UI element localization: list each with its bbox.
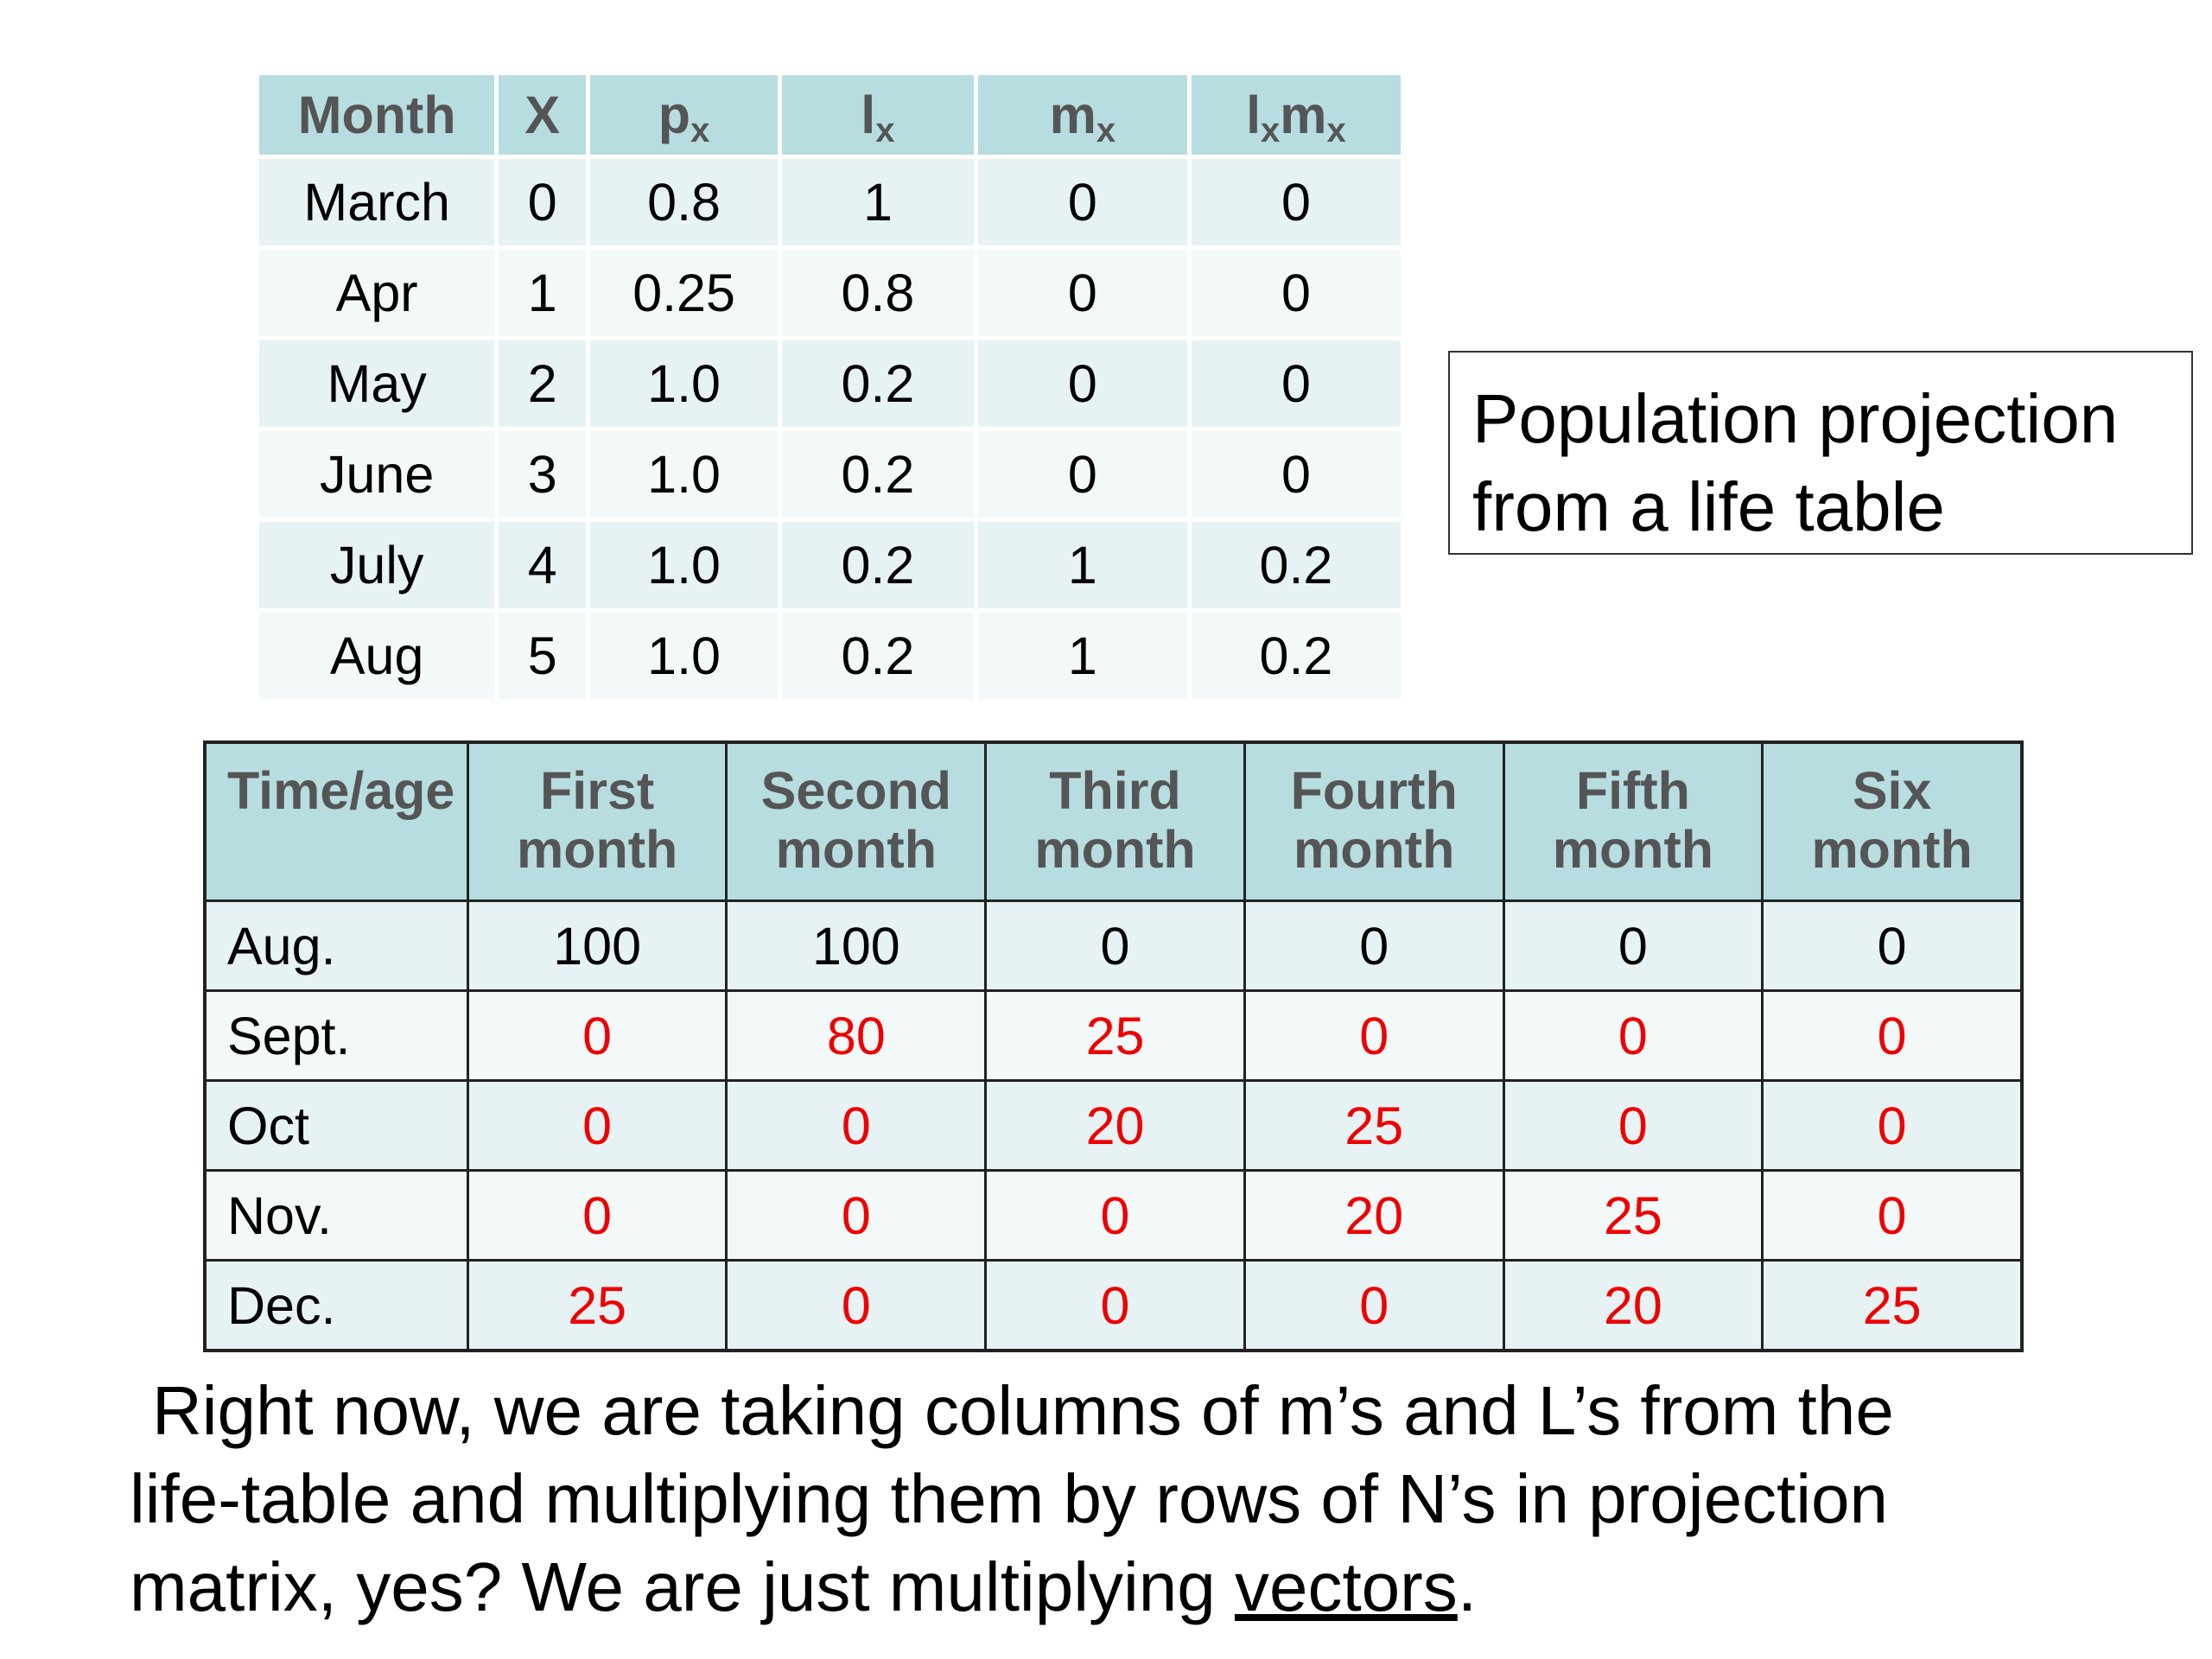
projection-row — [205, 1171, 2022, 1261]
life-table-row — [259, 522, 1401, 608]
cell-lx: 0.2 — [782, 431, 974, 518]
value-cell: 0 — [1503, 1081, 1763, 1171]
cell-px: 1.0 — [590, 431, 778, 518]
value-cell: 25 — [1763, 1261, 2022, 1351]
cell-lxmx: 0 — [1192, 159, 1401, 245]
value-cell: 20 — [986, 1081, 1245, 1171]
cell-lx: 0.2 — [782, 613, 974, 699]
value-cell: 0 — [727, 1081, 986, 1171]
row-label: Dec. — [205, 1261, 467, 1351]
cell-lxmx: 0.2 — [1192, 613, 1401, 699]
header-third-month: Third month — [986, 742, 1245, 901]
cell-mx: 1 — [978, 613, 1187, 699]
life-table-row — [259, 159, 1401, 245]
header-second-month: Second month — [727, 742, 986, 901]
value-cell: 0 — [986, 901, 1245, 991]
cell-px: 0.25 — [590, 250, 778, 336]
cell-month: Apr — [259, 250, 494, 336]
value-cell: 0 — [467, 1081, 727, 1171]
header-month: Month — [259, 75, 494, 155]
value-cell: 25 — [467, 1261, 727, 1351]
caption-line-1: Population projection — [1472, 380, 2119, 457]
value-cell: 100 — [467, 901, 727, 991]
cell-mx: 0 — [978, 250, 1187, 336]
cell-lxmx: 0.2 — [1192, 522, 1401, 608]
header-mx: $m_x$ — [978, 75, 1187, 155]
row-label: Nov. — [205, 1171, 467, 1261]
cell-lx: 0.8 — [782, 250, 974, 336]
life-table-row — [259, 250, 1401, 336]
value-cell: 25 — [1503, 1171, 1763, 1261]
row-label: Sept. — [205, 991, 467, 1081]
cell-x: 5 — [499, 613, 586, 699]
projection-table — [203, 741, 2024, 1352]
cell-month: March — [259, 159, 494, 245]
cell-lxmx: 0 — [1192, 431, 1401, 518]
cell-x: 1 — [499, 250, 586, 336]
cell-month: Aug — [259, 613, 494, 699]
projection-header-row — [205, 742, 2022, 901]
header-first-month: First month — [467, 742, 727, 901]
header-lxmx: $l_xm_x$ — [1192, 75, 1401, 155]
projection-row — [205, 991, 2022, 1081]
cell-month: May — [259, 340, 494, 427]
life-table-row — [259, 340, 1401, 427]
cell-month: June — [259, 431, 494, 518]
value-cell: 0 — [467, 991, 727, 1081]
value-cell: 0 — [1503, 991, 1763, 1081]
value-cell: 0 — [1244, 991, 1503, 1081]
life-table-header-row — [259, 75, 1401, 155]
projection-row — [205, 1261, 2022, 1351]
value-cell: 0 — [1763, 901, 2022, 991]
cell-x: 0 — [499, 159, 586, 245]
cell-lxmx: 0 — [1192, 340, 1401, 427]
cell-px: 1.0 — [590, 613, 778, 699]
value-cell: 0 — [1763, 1081, 2022, 1171]
life-table-row — [259, 613, 1401, 699]
header-fifth-month: Fifth month — [1503, 742, 1763, 901]
cell-mx: 0 — [978, 431, 1187, 518]
explanation-line-3: matrix, yes? We are just multiplying vectors. — [130, 1548, 1478, 1625]
value-cell: 0 — [1244, 1261, 1503, 1351]
cell-x: 3 — [499, 431, 586, 518]
projection-row — [205, 901, 2022, 991]
projection-row — [205, 1081, 2022, 1171]
row-label: Oct — [205, 1081, 467, 1171]
row-label: Aug. — [205, 901, 467, 991]
value-cell: 0 — [1244, 901, 1503, 991]
life-table-row — [259, 431, 1401, 518]
cell-px: 1.0 — [590, 340, 778, 427]
cell-mx: 1 — [978, 522, 1187, 608]
cell-x: 2 — [499, 340, 586, 427]
header-six-month: Six month — [1763, 742, 2022, 901]
value-cell: 20 — [1503, 1261, 1763, 1351]
explanation-text — [130, 1367, 2203, 1631]
header-fourth-month: Fourth month — [1244, 742, 1503, 901]
life-table — [255, 71, 1405, 703]
value-cell: 100 — [727, 901, 986, 991]
header-time-age: Time/age — [205, 742, 467, 901]
value-cell: 0 — [986, 1261, 1245, 1351]
vectors-underlined: vectors — [1234, 1548, 1458, 1625]
cell-lx: 0.2 — [782, 522, 974, 608]
cell-px: 1.0 — [590, 522, 778, 608]
value-cell: 25 — [986, 991, 1245, 1081]
value-cell: 0 — [467, 1171, 727, 1261]
cell-lx: 1 — [782, 159, 974, 245]
value-cell: 0 — [1763, 991, 2022, 1081]
value-cell: 0 — [1763, 1171, 2022, 1261]
cell-mx: 0 — [978, 340, 1187, 427]
value-cell: 0 — [727, 1261, 986, 1351]
cell-lx: 0.2 — [782, 340, 974, 427]
cell-px: 0.8 — [590, 159, 778, 245]
cell-month: July — [259, 522, 494, 608]
caption-box — [1448, 351, 2193, 555]
value-cell: 20 — [1244, 1171, 1503, 1261]
cell-x: 4 — [499, 522, 586, 608]
value-cell: 0 — [727, 1171, 986, 1261]
cell-mx: 0 — [978, 159, 1187, 245]
explanation-line-1: Right now, we are taking columns of m’s and L’s from the — [152, 1372, 1894, 1449]
header-x: X — [499, 75, 586, 155]
value-cell: 25 — [1244, 1081, 1503, 1171]
value-cell: 80 — [727, 991, 986, 1081]
cell-lxmx: 0 — [1192, 250, 1401, 336]
value-cell: 0 — [1503, 901, 1763, 991]
header-px: $p_x$ — [590, 75, 778, 155]
explanation-line-2: life-table and multiplying them by rows of N’s in projection — [130, 1460, 1889, 1537]
caption-line-2: from a life table — [1472, 468, 1945, 545]
value-cell: 0 — [986, 1171, 1245, 1261]
header-lx: $l_x$ — [782, 75, 974, 155]
